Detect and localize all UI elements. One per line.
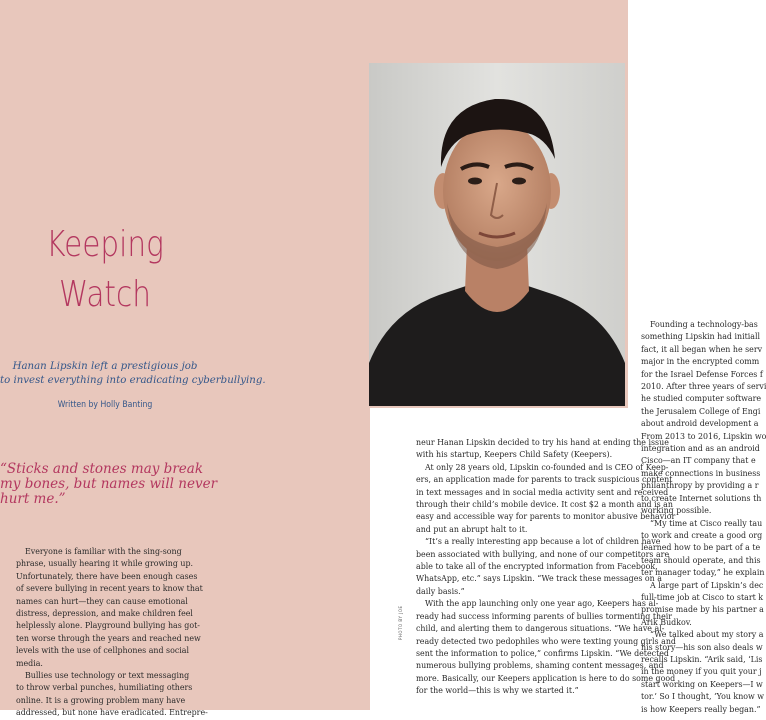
- text-line: Founding a technology-bas: [650, 320, 758, 329]
- text-line: Arik Budkov.: [641, 617, 692, 627]
- text-line: A large part of Lipskin’s dec: [650, 580, 764, 590]
- text-line: working possible.: [641, 506, 712, 516]
- text-line: to work and create a good org: [641, 530, 763, 540]
- dek-line: to invest everything into eradicating cyberbullying.: [0, 375, 266, 386]
- text-line: major in the encrypted comm: [641, 357, 760, 367]
- text-line: With the app launching only one year ago, Keepers has al-: [425, 599, 659, 609]
- text-line: levels with the use of cellphones and social: [16, 646, 190, 656]
- text-line: been associated with bullying, and none of our competitors are: [416, 549, 670, 559]
- pull-quote-line: hurt me.”: [0, 491, 66, 507]
- text-line: ers, an application made for parents to track suspicious content: [416, 475, 673, 485]
- text-line: daily basis.”: [416, 586, 465, 596]
- pull-quote-line: “Sticks and stones may break: [0, 461, 203, 477]
- text-line: ready detected two pedophiles who were texting young girls and: [416, 636, 676, 646]
- text-line: about android development a: [641, 419, 759, 429]
- text-line: the Jerusalem College of Engi: [641, 406, 761, 416]
- text-line: his story—his son also deals w: [641, 642, 763, 652]
- body-column-3: [641, 319, 766, 716]
- text-line: Everyone is familiar with the sing-song: [25, 547, 182, 556]
- text-line: through their child’s mobile device. It cost $2 a month and is an: [416, 500, 673, 510]
- article-title-line2: Watch: [59, 274, 151, 315]
- text-line: fact, it all began when he serv: [641, 344, 763, 354]
- text-line: child, and alerting them to dangerous situations. “We have al-: [416, 624, 665, 634]
- text-line: for the Israel Defense Forces f: [641, 369, 763, 379]
- pull-quote-line: my bones, but names will never: [0, 476, 218, 492]
- text-line: phrase, usually hearing it while growing up.: [16, 559, 194, 569]
- text-line: helplessly alone. Playground bullying has got-: [16, 621, 200, 631]
- text-line: he studied computer software: [641, 394, 762, 404]
- text-line: for the world—this is why we started it.”: [416, 686, 579, 696]
- text-line: team should operate, and this: [641, 555, 761, 565]
- text-line: start working on Keepers—I w: [641, 679, 763, 689]
- portrait-illustration: [369, 63, 625, 406]
- body-column-1: [16, 546, 208, 720]
- text-line: media.: [16, 658, 43, 668]
- text-line: able to take all of the encrypted information from Facebook,: [416, 562, 658, 572]
- text-line: neur Hanan Lipskin decided to try his hand at ending the issue: [416, 438, 669, 447]
- text-line: At only 28 years old, Lipskin co-founded and is CEO of Keep-: [425, 462, 669, 472]
- article-dek: [0, 360, 266, 388]
- text-line: names can hurt—they can cause emotional: [16, 596, 188, 606]
- text-line: more. Basically, our Keepers application is here to do some good: [416, 673, 676, 683]
- photo-credit: PHOTO BY JOE: [398, 605, 403, 640]
- text-line: learned how to be part of a te: [641, 543, 761, 553]
- text-line: full-time job at Cisco to start k: [641, 592, 764, 602]
- text-line: Cisco—an IT company that e: [641, 456, 756, 466]
- text-line: ten worse through the years and reached new: [16, 633, 201, 643]
- text-line: “It’s a really interesting app because a lot of children have: [425, 537, 661, 547]
- text-line: sent the information to police,” confirms Lipskin. “We detected: [416, 648, 669, 658]
- text-line: in the money if you quit your j: [641, 667, 762, 677]
- text-line: to throw verbal punches, humiliating others: [16, 683, 193, 693]
- text-line: with his startup, Keepers Child Safety (Keepers).: [416, 450, 613, 460]
- text-line: ter manager today,” he explain: [641, 568, 765, 578]
- text-line: Unfortunately, there have been enough cases: [16, 571, 198, 581]
- text-line: promise made by his partner a: [641, 605, 764, 615]
- text-line: From 2013 to 2016, Lipskin wo: [641, 431, 766, 441]
- text-line: of severe bullying in recent years to know that: [16, 584, 203, 594]
- text-line: WhatsApp, etc.” says Lipskin. “We track these messages on a: [416, 574, 662, 584]
- text-line: easy and accessible way for parents to monitor abusive behavior: [416, 512, 676, 522]
- text-line: integration and as an android: [641, 444, 760, 454]
- text-line: in text messages and in social media activity sent and received: [416, 487, 669, 497]
- text-line: “My time at Cisco really tau: [650, 518, 763, 528]
- text-line: philanthropy by providing a r: [641, 481, 759, 491]
- text-line: is how Keepers really began.”: [641, 704, 761, 714]
- text-line: something Lipskin had initiall: [641, 332, 761, 342]
- text-line: to create Internet solutions th: [641, 493, 762, 503]
- text-line: Bullies use technology or text messaging: [25, 671, 190, 681]
- portrait-photo: [369, 63, 625, 406]
- text-line: online. It is a growing problem many have: [16, 695, 186, 705]
- text-line: and put an abrupt halt to it.: [416, 524, 528, 534]
- text-line: tor.’ So I thought, ‘You know w: [641, 692, 765, 702]
- text-line: recalls Lipskin. “Arik said, ‘Lis: [641, 654, 763, 664]
- dek-line: Hanan Lipskin left a prestigious job: [12, 361, 198, 372]
- text-line: 2010. After three years of servi: [641, 382, 766, 392]
- text-line: ready had success informing parents of bullies tormenting their: [416, 611, 673, 621]
- text-line: make connections in business: [641, 468, 761, 478]
- text-line: numerous bullying problems, shaming content messages, and: [416, 661, 664, 671]
- text-line: distress, depression, and make children feel: [16, 609, 193, 619]
- pull-quote: [0, 461, 218, 507]
- text-line: “We talked about my story a: [650, 630, 764, 640]
- text-line: addressed, but none have eradicated. Entrepre-: [16, 708, 208, 718]
- byline: Written by Holly Banting: [57, 400, 153, 410]
- article-title-line1: Keeping: [46, 224, 164, 265]
